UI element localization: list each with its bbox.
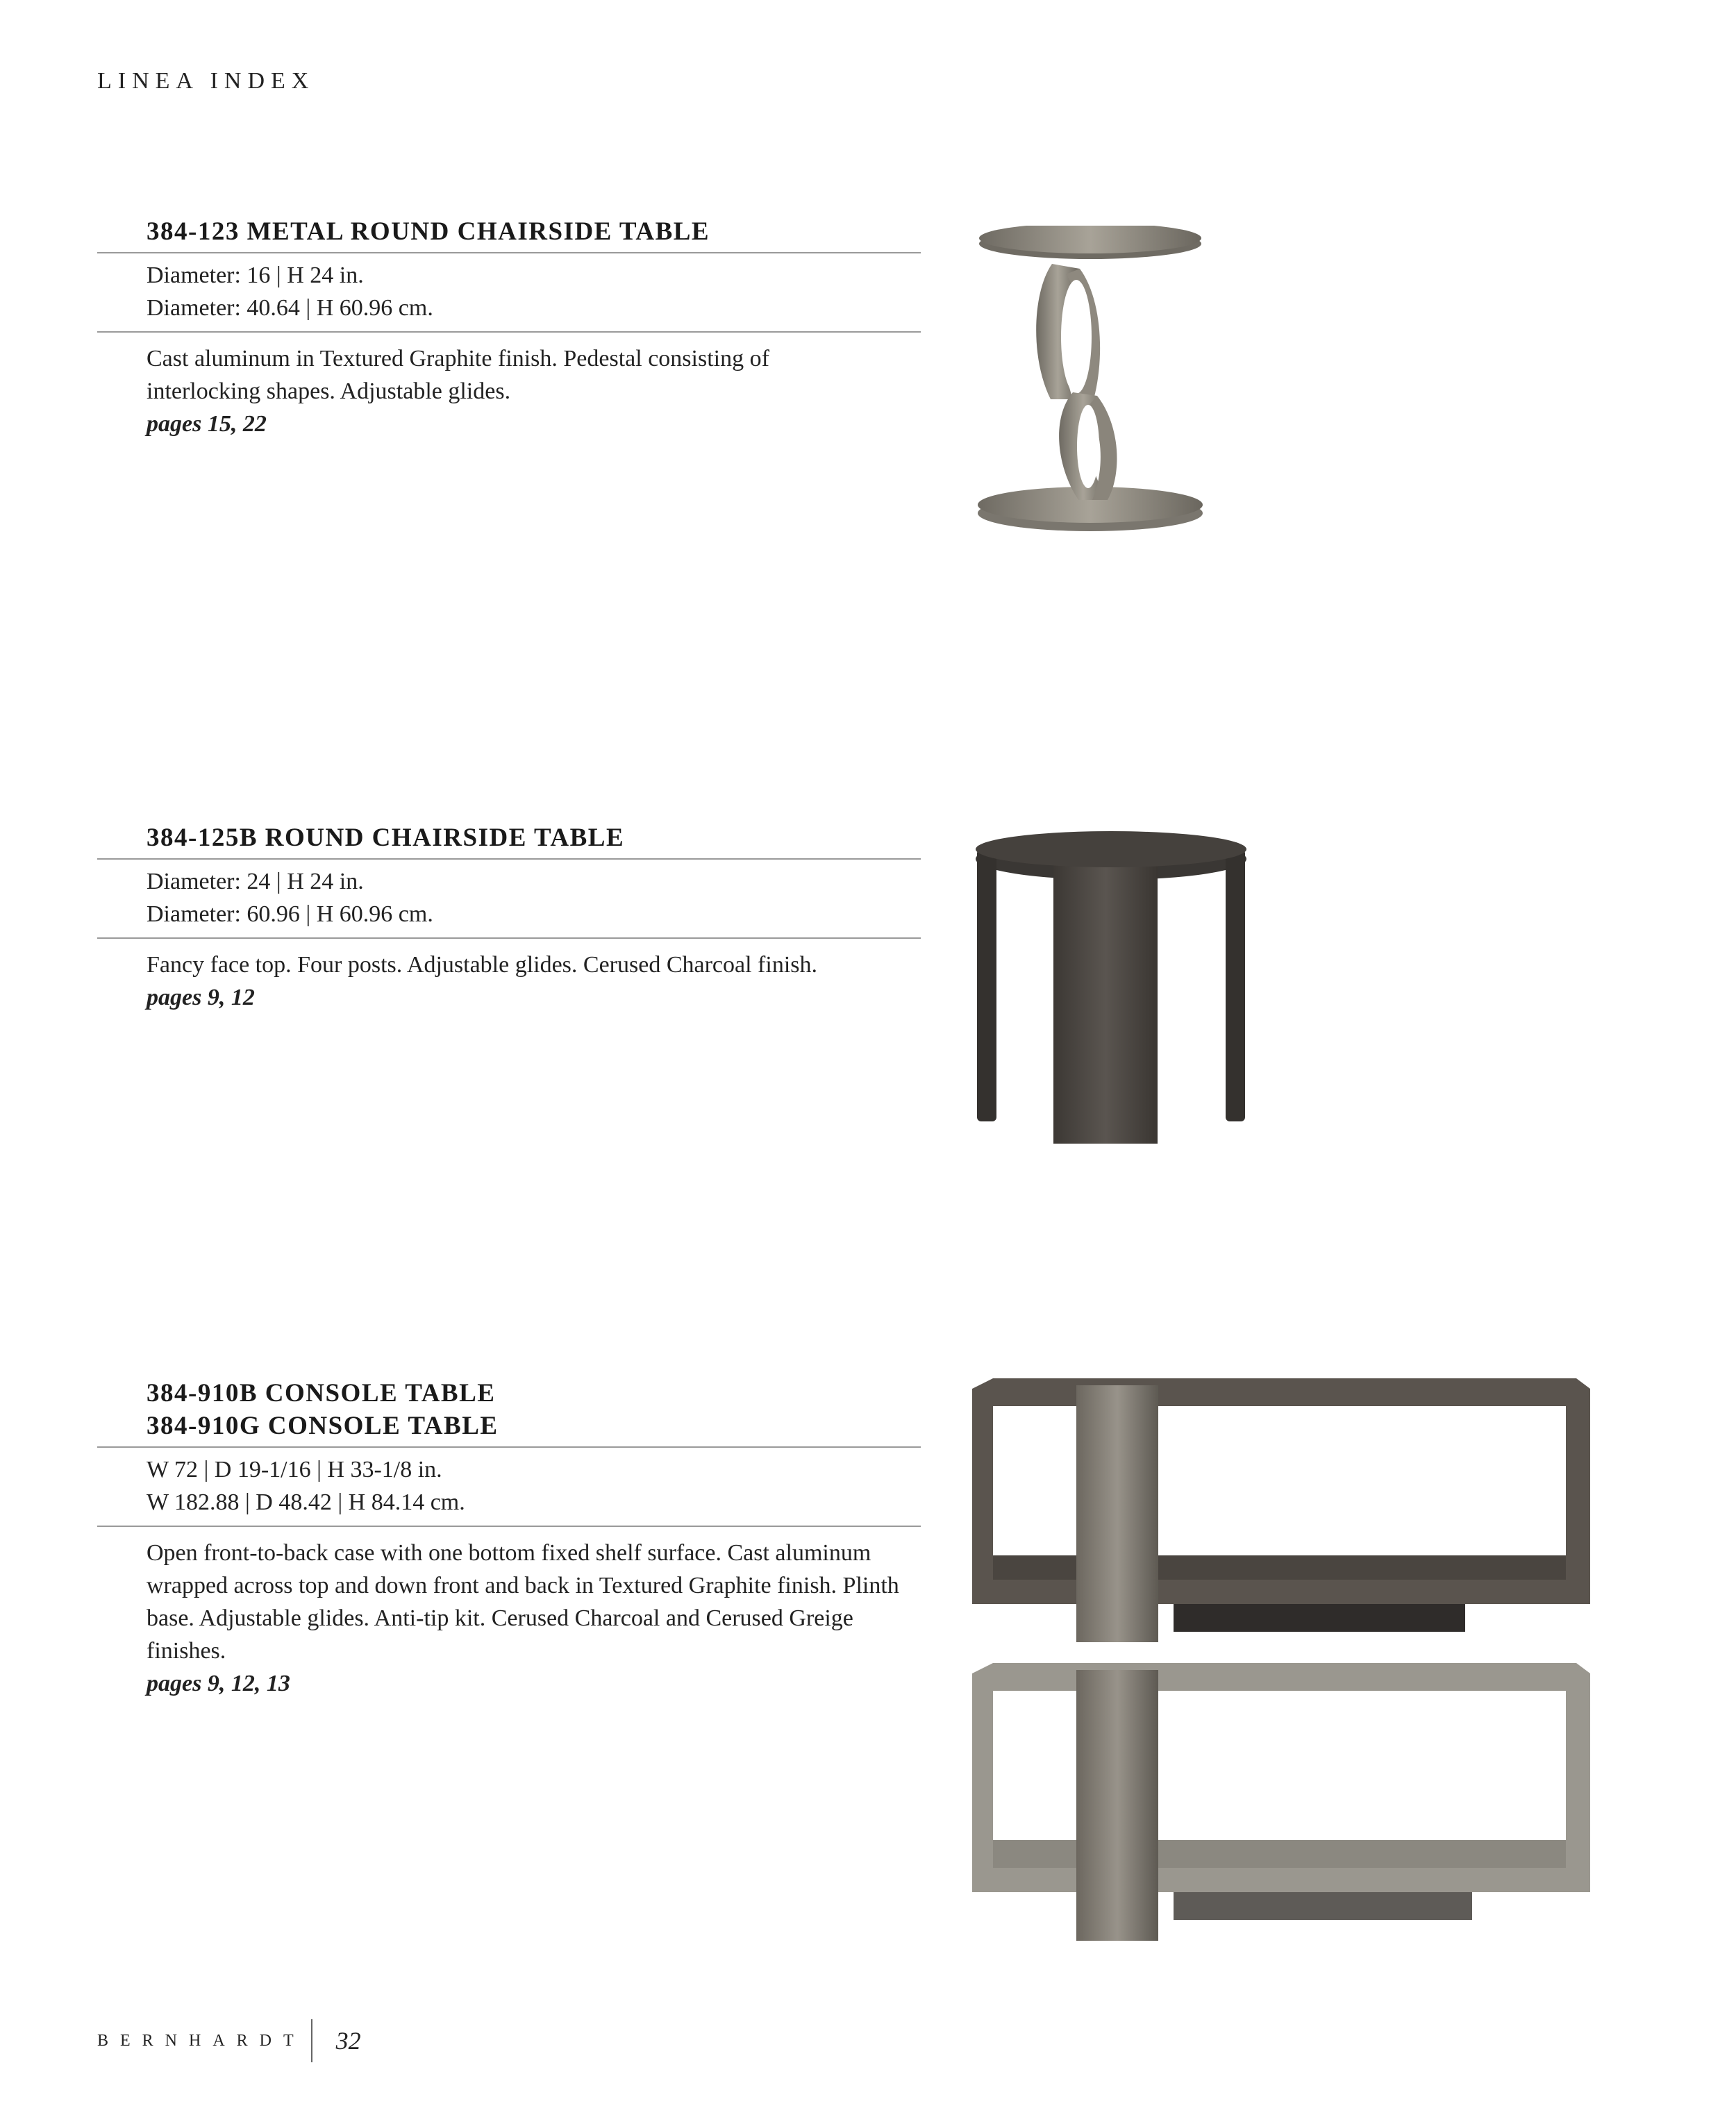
page-footer (97, 2019, 361, 2062)
description-text: Fancy face top. Four posts. Adjustable glides. Cerused Charcoal finish. (147, 952, 817, 978)
description-text: Open front-to-back case with one bottom fixed shelf surface. Cast aluminum wrapped across top and down front and back in Textured Graphite finish. Plinth base. Adjustable glides. Anti-tip kit. Cerused Charcoal and Cerused Greige finishes. (147, 1540, 899, 1664)
footer-separator (311, 2019, 312, 2062)
product-description (97, 1527, 921, 1700)
page-number: 32 (335, 2027, 361, 2055)
dimensions-cm: Diameter: 60.96 | H 60.96 cm. (147, 901, 433, 927)
console-charcoal (972, 1378, 1590, 1642)
console-greige (972, 1663, 1590, 1941)
page-references: pages 15, 22 (147, 411, 267, 437)
dimensions-inches: Diameter: 24 | H 24 in. (147, 869, 364, 894)
product-dimensions (97, 860, 921, 937)
console-table-photo (972, 1378, 1597, 1955)
page-references: pages 9, 12 (147, 985, 255, 1010)
dimensions-inches: W 72 | D 19-1/16 | H 33-1/8 in. (147, 1457, 442, 1482)
product-entry (97, 215, 921, 440)
dimensions-cm: W 182.88 | D 48.42 | H 84.14 cm. (147, 1489, 465, 1515)
product-dimensions (97, 253, 921, 331)
dimensions-inches: Diameter: 16 | H 24 in. (147, 262, 364, 288)
page-references: pages 9, 12, 13 (147, 1671, 290, 1696)
dimensions-cm: Diameter: 40.64 | H 60.96 cm. (147, 295, 433, 321)
product-description (97, 939, 910, 1014)
product-entry (97, 821, 921, 1014)
product-dimensions (97, 1448, 921, 1526)
product-title-secondary: 384-910G CONSOLE TABLE (147, 1412, 499, 1440)
round-chairside-table-photo (969, 830, 1253, 1149)
product-entry (97, 1377, 921, 1700)
section-header: LINEA INDEX (97, 68, 315, 94)
description-text: Cast aluminum in Textured Graphite finish. Pedestal consisting of interlocking shapes. Adjustable glides. (147, 346, 769, 404)
product-title: 384-910B CONSOLE TABLE (147, 1379, 496, 1407)
product-description (97, 333, 876, 440)
metal-chairside-table-photo (969, 226, 1219, 545)
brand-name: BERNHARDT (97, 2031, 306, 2050)
product-title: 384-123 METAL ROUND CHAIRSIDE TABLE (147, 217, 710, 246)
product-title: 384-125B ROUND CHAIRSIDE TABLE (147, 824, 625, 852)
